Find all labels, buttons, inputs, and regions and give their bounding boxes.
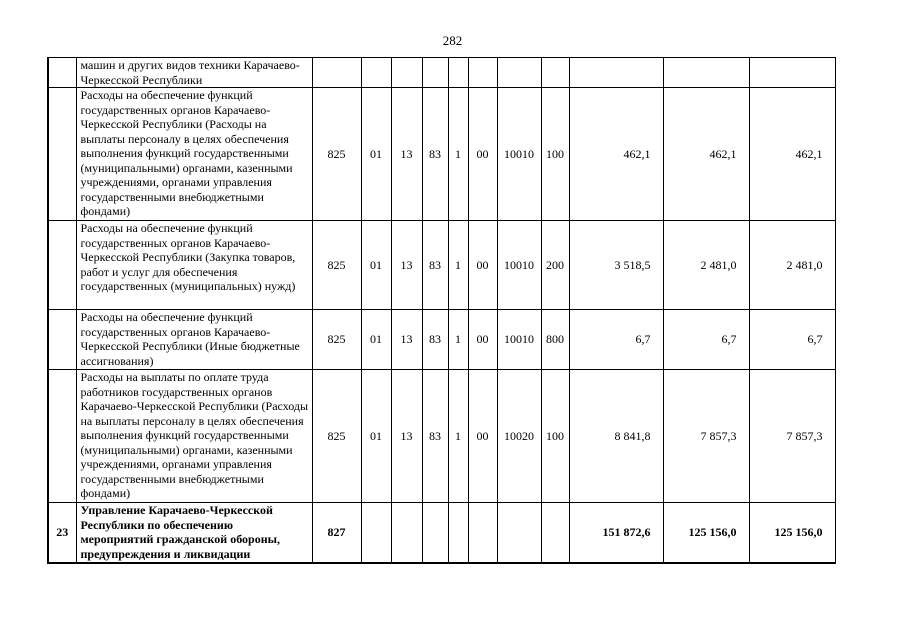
row-description: Расходы на обеспечение функций государственных органов Карачаево-Черкесской Республики (Закупка товаров, работ и услуг для обеспечения государственных (муниципальных) нужд)	[76, 221, 312, 310]
amount-year-2: 7 857,3	[663, 370, 749, 503]
section-code: 01	[361, 88, 391, 221]
amount-year-1	[569, 58, 663, 88]
amount-year-1: 3 518,5	[569, 221, 663, 310]
row-index: 23	[48, 503, 76, 563]
row-description: Расходы на обеспечение функций государственных органов Карачаево-Черкесской Республики (Иные бюджетные ассигнования)	[76, 310, 312, 370]
table-row	[48, 370, 835, 503]
section-code	[361, 503, 391, 563]
table-row	[48, 503, 835, 563]
subprogram-code: 1	[448, 310, 468, 370]
main-event-code	[468, 503, 497, 563]
amount-year-3: 125 156,0	[749, 503, 835, 563]
subsection-code: 13	[391, 88, 422, 221]
subprogram-code	[448, 58, 468, 88]
amount-year-3	[749, 58, 835, 88]
subprogram-code	[448, 503, 468, 563]
program-code: 83	[422, 88, 448, 221]
row-index	[48, 88, 76, 221]
main-event-code	[468, 58, 497, 88]
expense-type-code	[541, 58, 569, 88]
program-code: 83	[422, 310, 448, 370]
amount-year-3: 6,7	[749, 310, 835, 370]
row-description: Управление Карачаево-Черкесской Республики по обеспечению мероприятий гражданской обороны, предупреждения и ликвидации	[76, 503, 312, 563]
amount-year-2	[663, 58, 749, 88]
table-row	[48, 221, 835, 310]
amount-year-2: 125 156,0	[663, 503, 749, 563]
amount-year-1: 151 872,6	[569, 503, 663, 563]
amount-year-2: 2 481,0	[663, 221, 749, 310]
amount-year-1: 462,1	[569, 88, 663, 221]
subsection-code	[391, 58, 422, 88]
ministry-code: 825	[312, 310, 361, 370]
section-code: 01	[361, 221, 391, 310]
row-description: Расходы на обеспечение функций государственных органов Карачаево-Черкесской Республики (Расходы на выплаты персоналу в целях обеспечения выполнения функций государственными (муниципальными) органами, казенными учреждениями, органами управления государственными внебюджетными фондами)	[76, 88, 312, 221]
expense-type-code: 200	[541, 221, 569, 310]
page-number: 282	[442, 33, 463, 48]
main-event-code: 00	[468, 221, 497, 310]
program-code	[422, 58, 448, 88]
subsection-code	[391, 503, 422, 563]
main-event-code: 00	[468, 310, 497, 370]
subsection-code: 13	[391, 370, 422, 503]
amount-year-1: 8 841,8	[569, 370, 663, 503]
expense-type-code: 100	[541, 88, 569, 221]
budget-table	[47, 57, 836, 564]
subsection-code: 13	[391, 310, 422, 370]
direction-code: 10010	[497, 221, 541, 310]
direction-code: 10020	[497, 370, 541, 503]
ministry-code: 827	[312, 503, 361, 563]
amount-year-3: 7 857,3	[749, 370, 835, 503]
budget-table-body	[48, 58, 835, 563]
program-code: 83	[422, 370, 448, 503]
main-event-code: 00	[468, 370, 497, 503]
subprogram-code: 1	[448, 370, 468, 503]
ministry-code: 825	[312, 221, 361, 310]
amount-year-3: 2 481,0	[749, 221, 835, 310]
program-code: 83	[422, 221, 448, 310]
row-description: машин и других видов техники Карачаево-Черкесской Республики	[76, 58, 312, 88]
ministry-code: 825	[312, 370, 361, 503]
expense-type-code	[541, 503, 569, 563]
subprogram-code: 1	[448, 88, 468, 221]
table-row	[48, 310, 835, 370]
ministry-code: 825	[312, 88, 361, 221]
row-description: Расходы на выплаты по оплате труда работников государственных органов Карачаево-Черкесской Республики (Расходы на выплаты персоналу в целях обеспечения выполнения функций государственными (муниципальными) органами, казенными учреждениями, органами управления государственными внебюджетными фондами)	[76, 370, 312, 503]
amount-year-2: 462,1	[663, 88, 749, 221]
table-row	[48, 88, 835, 221]
row-index	[48, 58, 76, 88]
direction-code	[497, 58, 541, 88]
main-event-code: 00	[468, 88, 497, 221]
direction-code	[497, 503, 541, 563]
subsection-code: 13	[391, 221, 422, 310]
row-index	[48, 221, 76, 310]
amount-year-3: 462,1	[749, 88, 835, 221]
section-code: 01	[361, 310, 391, 370]
direction-code: 10010	[497, 310, 541, 370]
row-index	[48, 370, 76, 503]
amount-year-1: 6,7	[569, 310, 663, 370]
amount-year-2: 6,7	[663, 310, 749, 370]
expense-type-code: 100	[541, 370, 569, 503]
program-code	[422, 503, 448, 563]
ministry-code	[312, 58, 361, 88]
table-row	[48, 58, 835, 88]
row-index	[48, 310, 76, 370]
direction-code: 10010	[497, 88, 541, 221]
subprogram-code: 1	[448, 221, 468, 310]
section-code: 01	[361, 370, 391, 503]
expense-type-code: 800	[541, 310, 569, 370]
section-code	[361, 58, 391, 88]
